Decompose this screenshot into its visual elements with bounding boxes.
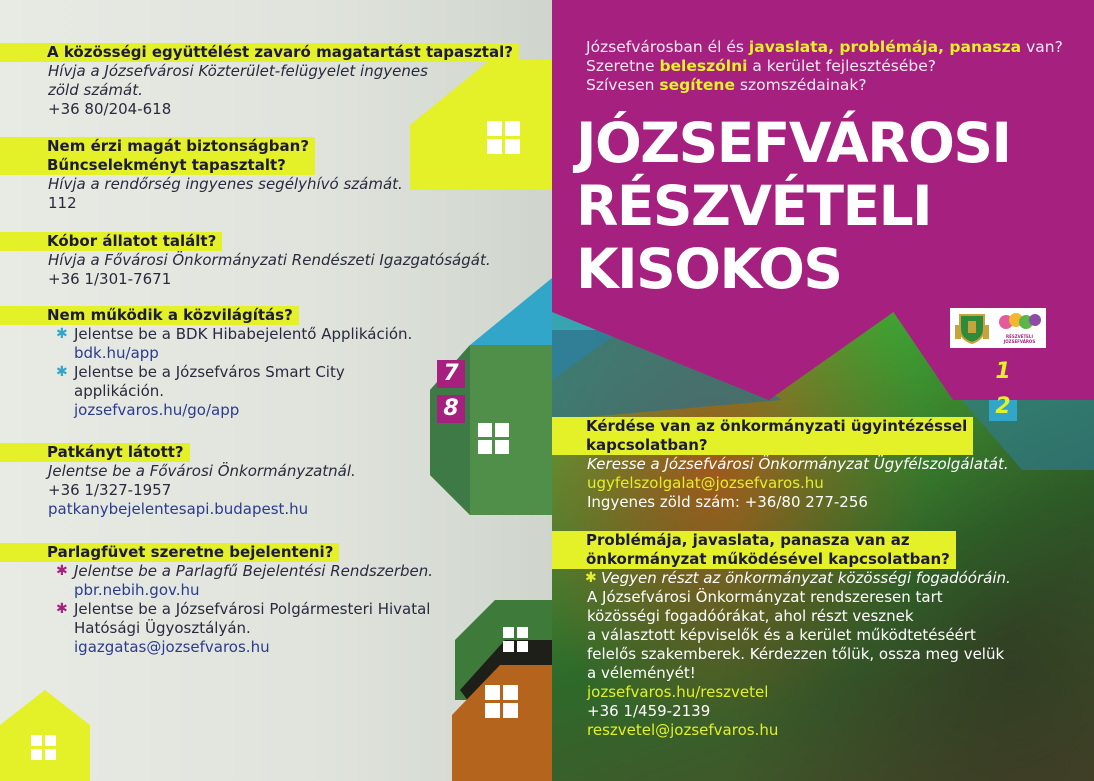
phone-number: +36 80/204-618 [48, 100, 172, 118]
section-rats [0, 442, 356, 519]
link-pbr[interactable]: pbr.nebih.gov.hu [74, 581, 200, 599]
star-bullet-icon: ✱ [56, 364, 68, 380]
section-antisocial-behavior [0, 42, 519, 119]
star-bullet-icon: ✱ [56, 601, 68, 617]
section-text: Hívja a rendőrség ingyenes segélyhívó számát. [48, 175, 403, 193]
page-title: JÓZSEFVÁROSI RÉSZVÉTELI KISOKOS [576, 111, 1011, 301]
section-text: Keresse a Józsefvárosi Önkormányzat Ügyfélszolgálatát. [587, 455, 1009, 473]
section-question: Parlagfüvet szeretne bejelenteni? [0, 543, 339, 562]
section-question: Problémája, javaslata, panasza van az önkormányzat működésével kapcsolatban? [552, 531, 956, 569]
link-rat-report[interactable]: patkanybejelentesapi.budapest.hu [48, 500, 309, 518]
section-administration [552, 417, 1009, 512]
star-bullet-icon: ✱ [56, 563, 68, 579]
bullet-item: ✱ Jelentse be a Józsefváros Smart City applikáción. jozsefvaros.hu/go/app [56, 363, 345, 419]
section-safety [0, 137, 403, 213]
bullet-item: ✱ Jelentse be a BDK Hibabejelentő Applikáción. bdk.hu/app [56, 325, 413, 362]
star-bullet-icon: ✱ [585, 570, 597, 586]
section-question: Kóbor állatot talált? [0, 232, 222, 251]
bullet-item: ✱ Jelentse be a Józsefvárosi Polgármesteri Hivatal Hatósági Ügyosztályán. igazgatas@jozsefvaros.hu [56, 600, 431, 656]
link-smart-city-app[interactable]: jozsefvaros.hu/go/app [74, 401, 240, 419]
coat-of-arms-icon [954, 311, 990, 345]
section-question: Nem működik a közvilágítás? [0, 306, 299, 325]
phone-number: +36 1/327-1957 [48, 481, 172, 499]
link-reszvetel[interactable]: jozsefvaros.hu/reszvetel [587, 683, 769, 701]
link-bdk-app[interactable]: bdk.hu/app [74, 344, 159, 362]
link-reszvetel-email[interactable]: reszvetel@jozsefvaros.hu [587, 721, 779, 739]
intro-text: Józsefvárosban él és javaslata, problémája, panasza van? Szeretne beleszólni a kerület fejlesztésébe? Szívesen segítene szomszédainak? [586, 38, 1063, 94]
page-number-1: 1 [995, 359, 1011, 384]
section-question: Patkányt látott? [0, 443, 190, 462]
participatory-jozsefvaros-logo: RÉSZVÉTELI JÓZSEFVÁROS [997, 312, 1043, 344]
page-number-7: 7 [443, 361, 459, 386]
phone-number: 112 [48, 194, 77, 212]
section-question: A közösségi együttélést zavaró magatartást tapasztal? [0, 43, 519, 62]
link-igazgatas-email[interactable]: igazgatas@jozsefvaros.hu [74, 638, 270, 656]
participation-logo-icon [998, 312, 1042, 330]
section-stray-animal [0, 231, 491, 289]
phone-number: +36 1/459-2139 [587, 702, 711, 720]
page-number-2: 2 [995, 394, 1011, 419]
phone-number: +36 1/301-7671 [48, 270, 172, 288]
section-ragweed [0, 542, 433, 657]
right-page [552, 0, 1094, 781]
section-text: zöld számát. [48, 81, 143, 99]
section-text: Hívja a Józsefvárosi Közterület-felügyelet ingyenes [48, 62, 428, 80]
star-bullet-icon: ✱ [56, 326, 68, 342]
logos-box [950, 308, 1046, 348]
section-text: Hívja a Fővárosi Önkormányzati Rendészeti Igazgatóságát. [48, 251, 491, 269]
link-ugyfelszolgalat-email[interactable]: ugyfelszolgalat@jozsefvaros.hu [587, 474, 824, 492]
page-number-8: 8 [443, 396, 459, 421]
bullet-item: ✱ Jelentse be a Parlagfű Bejelentési Rendszerben. pbr.nebih.gov.hu [56, 562, 434, 599]
phone-number: Ingyenes zöld szám: +36/80 277-256 [587, 493, 868, 511]
section-participation: Problémája, javaslata, panasza van az önkormányzat működésével kapcsolatban? ✱ Vegyen részt az önkormányzat közösségi fogadóóráin. A Józsefvárosi Önkormányzat rendszeresen tart közösségi fogadóórákat, ahol részt vesznek a választott képviselők és a kerület működtetéséért felelős szakemberek. Kérdezzen tőlük, ossza meg velük a véleményét! jozsefvaros.hu/reszvetel +36 1/459-2139 reszvetel@jozsefvaros.hu [552, 531, 1011, 740]
bullet-item: ✱ Vegyen részt az önkormányzat közösségi fogadóóráin. [585, 569, 1011, 587]
section-street-lighting [0, 305, 412, 420]
section-text: Jelentse be a Fővárosi Önkormányzatnál. [48, 462, 356, 480]
section-question: Kérdése van az önkormányzati ügyintézéssel kapcsolatban? [552, 417, 973, 455]
section-question: Nem érzi magát biztonságban? Bűncselekményt tapasztalt? [0, 137, 315, 175]
